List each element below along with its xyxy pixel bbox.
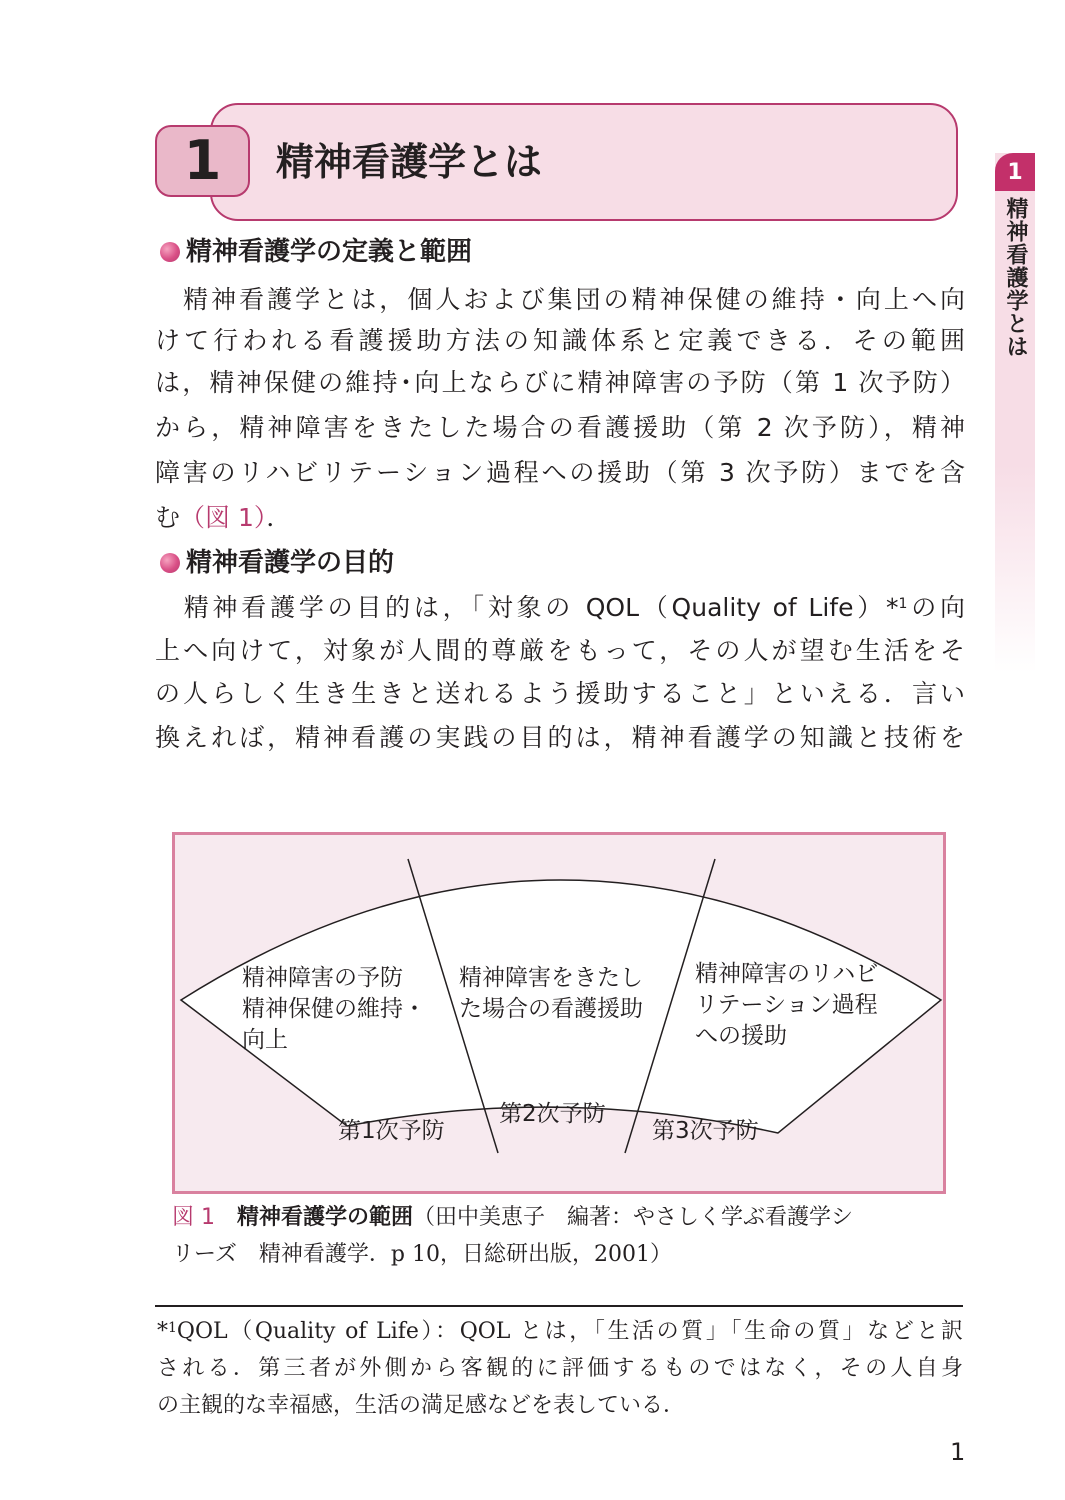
caption-source: （田中美恵子 編著：やさしく学ぶ看護学シ: [413, 1205, 854, 1230]
footnote-divider: [155, 1305, 963, 1307]
caption-source: リーズ 精神看護学．p 10，日総研出版，2001）: [172, 1242, 672, 1267]
body-line: けて行われる看護援助方法の知識体系と定義できる．その範囲: [155, 326, 965, 355]
chapter-number: 1: [155, 125, 250, 197]
body-line: [155, 590, 965, 626]
page-number: 1: [950, 1438, 966, 1466]
side-tab: [995, 153, 1035, 673]
segment-text: リテーション過程: [695, 992, 878, 1018]
bullet-icon: [160, 553, 180, 573]
section-heading-text: 精神看護学の目的: [186, 548, 395, 578]
body-line: の人らしく生き生きと送れるよう援助すること」といえる．言い: [155, 679, 965, 708]
segment-text: 精神保健の維持・: [242, 996, 426, 1022]
side-tab-title: 精神看護学とは: [1003, 197, 1028, 358]
segment-text: 精神障害をきたし: [459, 965, 643, 991]
chapter-title: 精神看護学とは: [276, 140, 543, 184]
side-tab-number: 1: [995, 153, 1035, 191]
body-line: は，精神保健の維持･向上ならびに精神障害の予防（第 1 次予防）: [155, 368, 965, 397]
footnote-line: される．第三者が外側から客観的に評価するものではなく，その人自身: [157, 1356, 963, 1381]
segment-label: 第3次予防: [652, 1118, 759, 1144]
body-line: 換えれば，精神看護の実践の目的は，精神看護学の知識と技術を: [155, 723, 965, 752]
body-text: ．: [266, 503, 292, 532]
section-heading: [160, 234, 472, 270]
caption-number: 図 1: [172, 1205, 215, 1230]
footnote-sup: 1: [168, 1320, 177, 1336]
body-line: 上へ向けて，対象が人間的尊厳をもって，その人が望む生活をそ: [155, 636, 965, 665]
footnote-text: QOL（Quality of Life）：QOL とは，「生活の質」「生命の質」などと訳: [176, 1319, 963, 1344]
segment-text: への援助: [695, 1023, 787, 1049]
segment-label: 第2次予防: [499, 1101, 606, 1127]
body-text: 精神看護学の目的は，「対象の QOL（Quality of Life）*: [155, 593, 899, 622]
body-line: [155, 500, 965, 536]
section-heading-text: 精神看護学の定義と範囲: [186, 237, 473, 267]
caption-title: 精神看護学の範囲: [237, 1205, 414, 1230]
figure-reference: （図 1）: [180, 503, 267, 532]
body-text: の向: [907, 593, 965, 622]
body-line: 精神看護学とは，個人および集団の精神保健の維持・向上へ向: [155, 285, 965, 314]
footnote-line: [157, 1312, 963, 1352]
figure-caption: [172, 1200, 952, 1236]
footnote-line: の主観的な幸福感，生活の満足感などを表している．: [157, 1393, 686, 1418]
figure-box: [172, 832, 946, 1194]
segment-text: 精神障害のリハビ: [695, 961, 879, 987]
footnote-mark: *: [157, 1319, 168, 1344]
segment-text: 精神障害の予防: [242, 965, 403, 991]
segment-text: た場合の看護援助: [459, 996, 643, 1022]
section-heading: [160, 545, 394, 581]
bullet-icon: [160, 242, 180, 262]
segment-label: 第1次予防: [338, 1118, 445, 1144]
footnote-marker: 1: [898, 596, 908, 612]
segment-text: 向上: [242, 1027, 288, 1053]
body-text: む: [155, 503, 181, 532]
body-line: から，精神障害をきたした場合の看護援助（第 2 次予防），精神: [155, 413, 965, 442]
body-line: 障害のリハビリテーション過程への援助（第 3 次予防）までを含: [155, 458, 965, 487]
